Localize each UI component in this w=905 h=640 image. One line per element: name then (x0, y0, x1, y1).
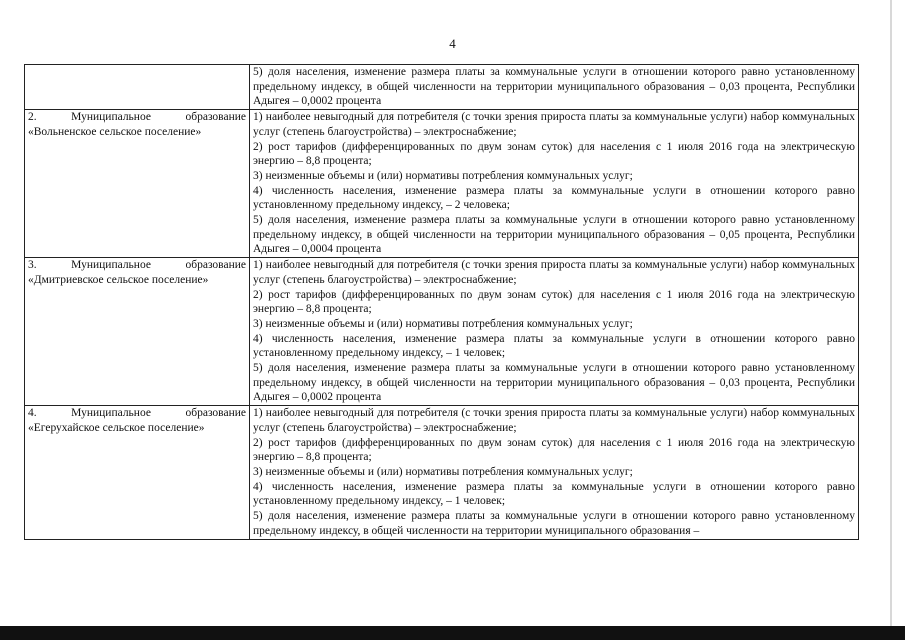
parameters-cell (250, 110, 859, 258)
municipality-cell (25, 258, 250, 406)
parameter-item: 4) численность населения, изменение размера платы за коммунальные услуги в отношении которого равно установленному предельному индексу, – 1 человек; (253, 480, 855, 508)
parameter-item: 5) доля населения, изменение размера платы за коммунальные услуги в отношении которого равно установленному предельному индексу, в общей численности на территории муниципального образования – 0,03 процента, Республики Адыгея – 0,0002 процента (253, 362, 855, 404)
scan-edge-shadow (890, 0, 892, 626)
parameter-item: 4) численность населения, изменение размера платы за коммунальные услуги в отношении которого равно установленному предельному индексу, – 2 человека; (253, 184, 855, 212)
municipality-name: «Дмитриевское сельское поселение» (28, 273, 209, 286)
table-row (25, 65, 859, 110)
parameters-cell (250, 258, 859, 406)
municipality-name-line (28, 406, 246, 421)
parameter-item: 2) рост тарифов (дифференцированных по двум зонам суток) для населения с 1 июля 2016 года на электрическую энергию – 8,8 процента; (253, 436, 855, 464)
municipality-name: «Вольненское сельское поселение» (28, 125, 202, 138)
scan-bottom-border (0, 626, 905, 640)
parameter-item: 3) неизменные объемы и (или) нормативы потребления коммунальных услуг; (253, 169, 633, 182)
parameter-item: 2) рост тарифов (дифференцированных по двум зонам суток) для населения с 1 июля 2016 года на электрическую энергию – 8,8 процента; (253, 140, 855, 168)
municipality-label: Муниципальное (71, 259, 151, 272)
table-body (25, 65, 859, 540)
parameter-item: 1) наиболее невыгодный для потребителя (с точки зрения прироста платы за коммунальные услуги) набор коммунальных услуг (степень благоустройства) – электроснабжение; (253, 407, 855, 434)
municipality-label: образование (185, 259, 246, 272)
table-row (25, 110, 859, 258)
municipality-label: Муниципальное (71, 111, 151, 124)
parameter-item: 2) рост тарифов (дифференцированных по двум зонам суток) для населения с 1 июля 2016 года на электрическую энергию – 8,8 процента; (253, 288, 855, 316)
parameter-item: 1) наиболее невыгодный для потребителя (с точки зрения прироста платы за коммунальные услуги) набор коммунальных услуг (степень благоустройства) – электроснабжение; (253, 259, 855, 286)
table-row (25, 406, 859, 539)
parameters-cell (250, 406, 859, 539)
municipality-name-line (28, 258, 246, 273)
municipality-label: Муниципальное (71, 407, 151, 420)
parameter-item: 3) неизменные объемы и (или) нормативы потребления коммунальных услуг; (253, 465, 633, 478)
row-number: 2. (28, 111, 37, 124)
parameter-item: 5) доля населения, изменение размера платы за коммунальные услуги в отношении которого равно установленному предельному индексу, в общей численности на территории муниципального образования – (253, 510, 855, 537)
municipality-cell (25, 406, 250, 539)
parameter-item: 1) наиболее невыгодный для потребителя (с точки зрения прироста платы за коммунальные услуги) набор коммунальных услуг (степень благоустройства) – электроснабжение; (253, 111, 855, 138)
row-number: 3. (28, 259, 37, 272)
municipality-label: образование (185, 111, 246, 124)
municipality-label: образование (185, 407, 246, 420)
parameter-item: 3) неизменные объемы и (или) нормативы потребления коммунальных услуг; (253, 317, 633, 330)
parameter-item: 5) доля населения, изменение размера платы за коммунальные услуги в отношении которого равно установленному предельному индексу, в общей численности на территории муниципального образования – 0,05 процента, Республики Адыгея – 0,0004 процента (253, 214, 855, 256)
parameter-item: 5) доля населения, изменение размера платы за коммунальные услуги в отношении которого равно установленному предельному индексу, в общей численности на территории муниципального образования – 0,03 процента, Республики Адыгея – 0,0002 процента (253, 66, 855, 108)
municipality-name-line (28, 110, 246, 125)
parameters-cell (250, 65, 859, 110)
table-row (25, 258, 859, 406)
row-number: 4. (28, 407, 37, 420)
municipality-name: «Егерухайское сельское поселение» (28, 421, 205, 434)
municipal-table (24, 64, 859, 540)
municipality-cell (25, 110, 250, 258)
page-number: 4 (449, 36, 456, 51)
parameter-item: 4) численность населения, изменение размера платы за коммунальные услуги в отношении которого равно установленному предельному индексу, – 1 человек; (253, 332, 855, 360)
municipality-cell (25, 65, 250, 110)
